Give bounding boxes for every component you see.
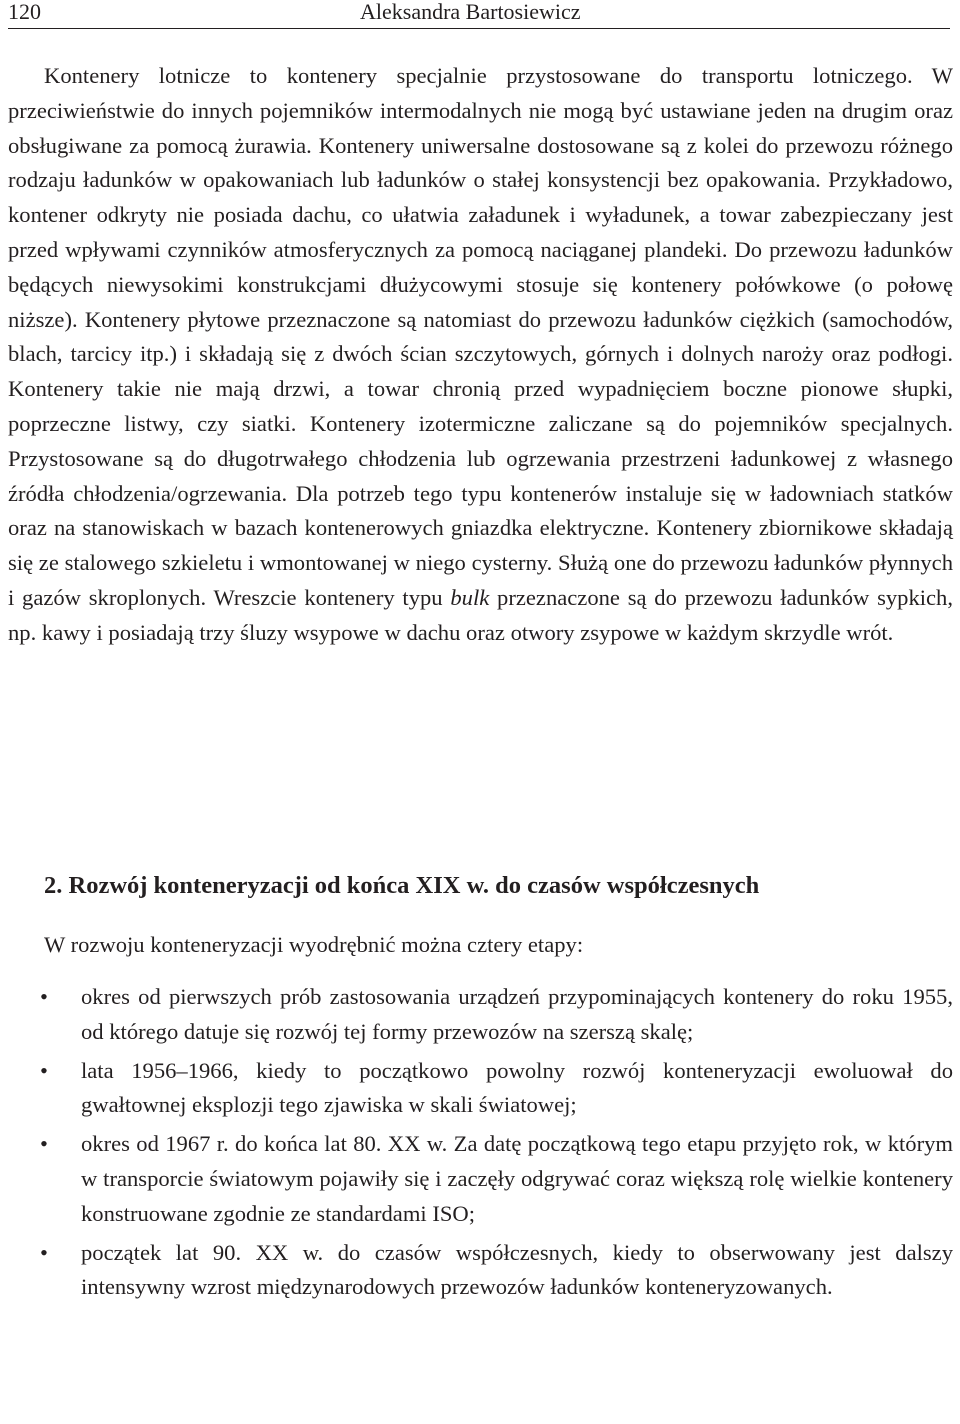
bullet-marker: •: [40, 984, 48, 1009]
body-paragraph: [8, 59, 953, 651]
list-item-text: okres od pierwszych prób zastosowania urządzeń przypominających kontenery do roku 1955, od którego datuje się rozwój tej formy przewozów na szerszą skalę;: [81, 984, 953, 1044]
list-item: [8, 1236, 953, 1306]
italic-term: bulk: [450, 584, 490, 610]
section-intro: W rozwoju konteneryzacji wyodrębnić można cztery etapy:: [44, 932, 584, 957]
list-item: [8, 1054, 953, 1124]
list-item-text: okres od 1967 r. do końca lat 80. XX w. Za datę początkową tego etapu przyjęto rok, w którym w transporcie światowym pojawiły się i zaczęły odgrywać coraz większą rolę wielkie kontenery konstruowane zgodnie ze standardami ISO;: [81, 1131, 953, 1226]
stages-list: [8, 980, 953, 1305]
paragraph-text-part-2: przeznaczone są do przewozu ładunków sypkich, np. kawy i posiadają trzy śluzy wsypowe w dachu oraz otwory zsypowe w każdym skrzydle wrót.: [8, 584, 954, 645]
list-item: [8, 1127, 953, 1231]
list-item-text: lata 1956–1966, kiedy to początkowo powolny rozwój konteneryzacji ewoluował do gwałtownej eksplozji tego zjawiska w skali światowej;: [81, 1057, 953, 1118]
bullet-marker: •: [40, 1239, 48, 1265]
section-heading: 2. Rozwój konteneryzacji od końca XIX w. do czasów współczesnych: [44, 872, 760, 899]
bullet-marker: •: [40, 1131, 48, 1157]
paragraph-text-part-1: Kontenery lotnicze to kontenery specjalnie przystosowane do transportu lotniczego. W przeciwieństwie do innych pojemników intermodalnych nie mogą być ustawiane jeden na drugim oraz obsługiwane za pomocą żurawia. Kontenery uniwersalne dostosowane są z kolei do przewozu różnego rodzaju ładunków w opakowaniach lub ładunków o stałej konsystencji bez opakowania. Przykładowo, kontener odkryty nie posiada dachu, co ułatwia załadunek i wyładunek, a towar zabezpieczany jest przed wpływami czynników atmosferycznych za pomocą naciąganej plandeki. Do przewozu ładunków będących niewysokimi konstrukcjami dłużycowymi stosuje się kontenery połówkowe (o połowę niższe). Kontenery płytowe przeznaczone są natomiast do przewozu ładunków ciężkich (samochodów, blach, tarcicy itp.) i składają się z dwóch ścian szczytowych, górnych i dolnych naroży oraz podłogi. Kontenery takie nie mają drzwi, a towar chronią przed wypadnięciem boczne pionowe słupki, poprzeczne listwy, czy siatki. Kontenery izotermiczne zaliczane są do pojemników specjalnych. Przystosowane są do długotrwałego chłodzenia lub ogrzewania przestrzeni ładunkowej z własnego źródła chłodzenia/ogrzewania. Dla potrzeb tego typu kontenerów instaluje się w ładowniach statków oraz na stanowiskach w bazach kontenerowych gniazdka elektryczne. Kontenery zbiornikowe składają się ze stalowego szkieletu i wmontowanej w niego cysterny. Służą one do przewozu ładunków płynnych i gazów skroplonych. Wreszcie kontenery typu: [8, 63, 953, 610]
running-header-author: Aleksandra Bartosiewicz: [360, 0, 581, 24]
list-item: [8, 980, 953, 1050]
bullet-marker: •: [40, 1057, 48, 1083]
running-header: [8, 0, 950, 29]
list-item-text: początek lat 90. XX w. do czasów współczesnych, kiedy to obserwowany jest dalszy intensywny wzrost międzynarodowych przewozów ładunków konteneryzowanych.: [81, 1239, 953, 1300]
page-number: 120: [8, 0, 41, 24]
